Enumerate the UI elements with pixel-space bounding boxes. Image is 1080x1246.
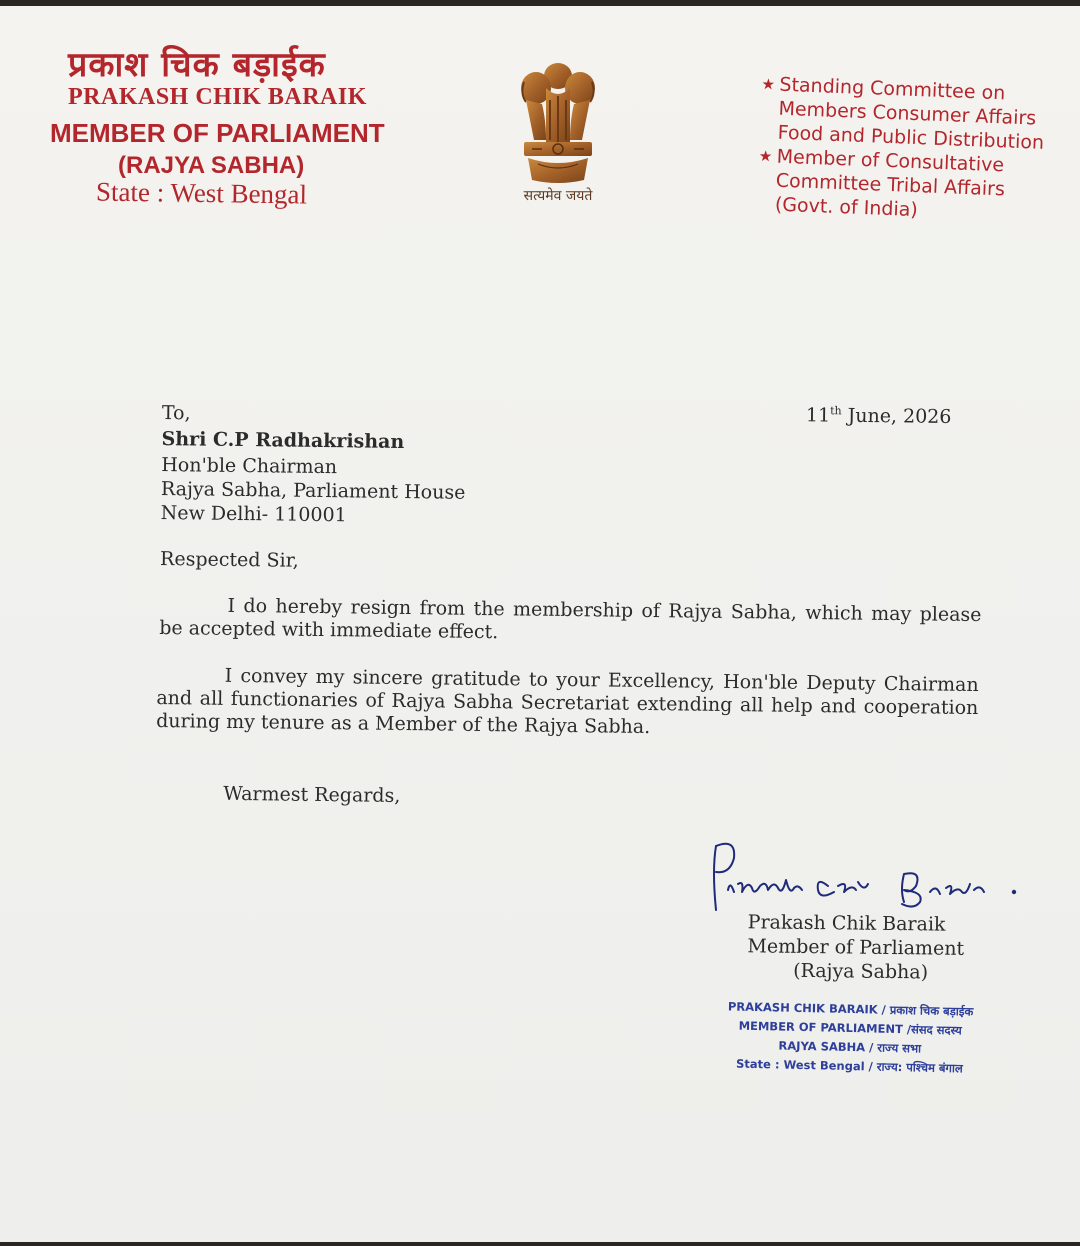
paragraph-resignation: I do hereby resign from the membership of Rajya Sabha, which may please be accepted with immediate effect. [159, 594, 982, 644]
stamp-line: RAJYA SABHA / राज्य सभा [778, 1038, 922, 1056]
committee-line: Food and Public Distribution [777, 121, 1045, 154]
stamp-line: State : West Bengal / राज्य: पश्चिम बंगाल [735, 1056, 963, 1076]
recipient-line: Rajya Sabha, Parliament House [160, 478, 466, 504]
paragraph-gratitude: I convey my sincere gratitude to your Excellency, Hon'ble Deputy Chairman and all functionaries of Rajya Sabha Secretariat extending all help and cooperation during my tenure as a Member of the Rajya Sabha. [156, 664, 979, 739]
star-icon: ★ [758, 146, 773, 166]
committee-line: (Govt. of India) [774, 193, 919, 222]
recipient-name: Shri C.P Radhakrishan [161, 428, 405, 453]
committee-line: Committee Tribal Affairs [775, 169, 1006, 201]
signatory-house: (Rajya Sabha) [793, 959, 929, 984]
committee-line: Members Consumer Affairs [778, 97, 1037, 130]
official-stamp [699, 997, 1001, 1079]
salutation: Respected Sir, [159, 548, 299, 572]
star-icon: ★ [761, 74, 776, 94]
signatory-title: Member of Parliament [747, 935, 965, 960]
stamp-line: MEMBER OF PARLIAMENT /संसद सदस्य [738, 1018, 962, 1038]
handwritten-signature [708, 840, 1038, 920]
recipient-line: New Delhi- 110001 [160, 502, 347, 527]
stamp-line: PRAKASH CHIK BARAIK / प्रकाश चिक बड़ाईक [727, 999, 974, 1019]
to-line: To, [161, 402, 191, 425]
letterhead-role: MEMBER OF PARLIAMENT [50, 118, 385, 148]
recipient-line: Hon'ble Chairman [161, 454, 338, 479]
letterhead-house: (RAJYA SABHA) [118, 152, 305, 179]
closing: Warmest Regards, [223, 782, 401, 807]
letterhead-name: PRAKASH CHIK BARAIK [68, 84, 367, 110]
emblem-motto: सत्यमेव जयते [523, 188, 593, 204]
letter-page [0, 6, 1080, 1242]
committee-line: Member of Consultative [776, 145, 1005, 177]
letterhead-name-hindi: प्रकाश चिक बड़ाईक [68, 45, 326, 85]
letter-date: 11th June, 2026 [805, 404, 952, 428]
signatory-name: Prakash Chik Baraik [747, 911, 946, 936]
committee-line: Standing Committee on [779, 73, 1006, 105]
letterhead-state: State : West Bengal [95, 176, 308, 210]
